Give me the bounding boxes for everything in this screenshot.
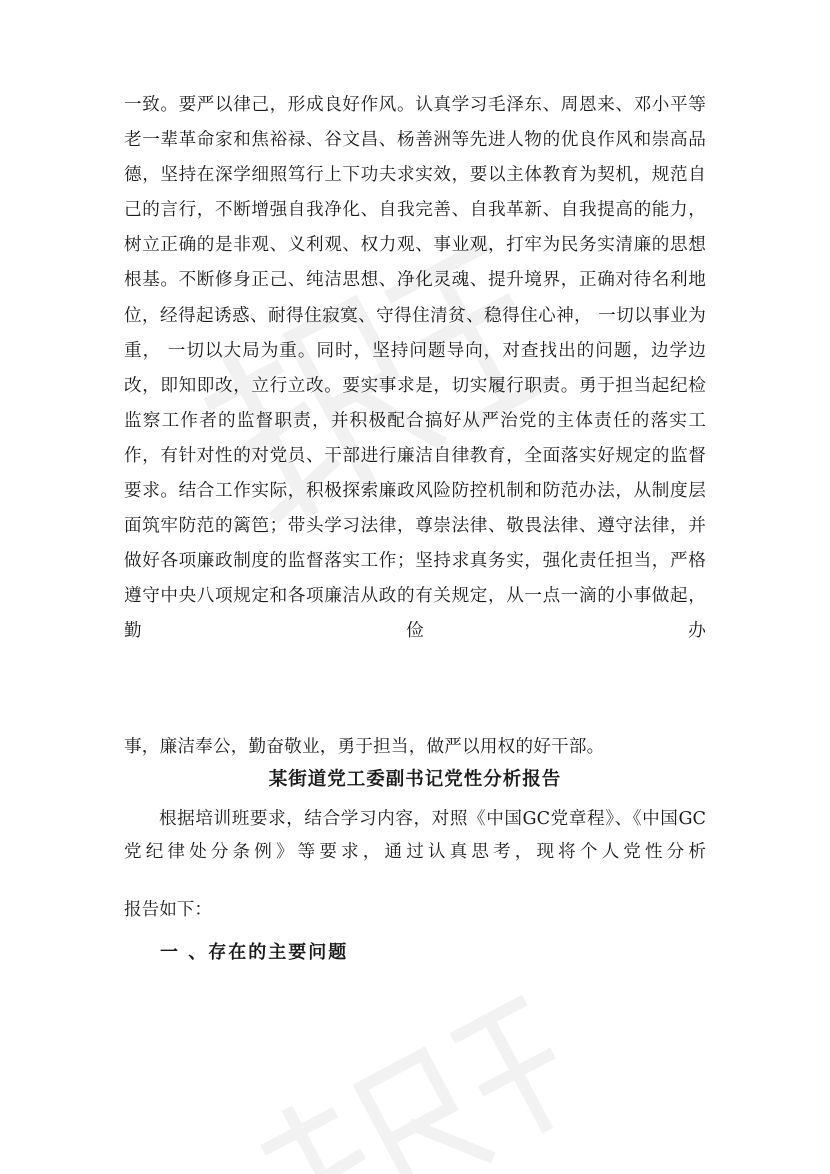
watermark-stamp-bottom-icon <box>232 967 598 1174</box>
intro-paragraph: 根据培训班要求，结合学习内容，对照《中国GC党章程》、《中国GC党纪律处分条例》等要求，通过认真思考，现将个人党性分析 <box>124 809 706 862</box>
intro-paragraph-last-line: 报告如下： <box>124 900 212 920</box>
continued-paragraph-last-line: 事，廉洁奉公，勤奋敬业，勇于担当，做严以用权的好干部。 <box>124 737 605 757</box>
report-title: 某街道党工委副书记党性分析报告 <box>268 769 562 790</box>
continued-paragraph: 一致。要严以律己，形成良好作风。认真学习毛泽东、周恩来、邓小平等老一辈革命家和焦裕禄、谷文昌、杨善洲等先进人物的优良作风和崇高品德，坚持在深学细照笃行上下功夫求实效，要以主体教育为契机，规范自己的言行，不断增强自我净化、自我完善、自我革新、自我提高的能力，树立正确的是非观、义利观、权力观、事业观，打牢为民务实清廉的思想根基。不断修身正己、纯洁思想、净化灵魂、提升境界，正确对待名利地位，经得起诱惑、耐得住寂寞、守得住清贫、稳得住心神， 一切以事业为重， 一切以大局为重。同时，坚持问题导向，对查找出的问题，边学边改，即知即改，立行立改。要实事求是，切实履行职责。勇于担当起纪检监察工作者的监督职责，并积极配合搞好从严治党的主体责任的落实工作，有针对性的对党员、干部进行廉洁自律教育，全面落实好规定的监督要求。结合工作实际，积极探索廉政风险防控机制和防范办法，从制度层面筑牢防范的篱笆；带头学习法律，尊崇法律、敬畏法律、遵守法律，并做好各项廉政制度的监督落实工作；坚持求真务实，强化责任担当，严格遵守中央八项规定和各项廉洁从政的有关规定，从一点一滴的小事做起，勤俭办 <box>124 95 706 642</box>
section-heading: 一 、存在的主要问题 <box>160 942 349 963</box>
